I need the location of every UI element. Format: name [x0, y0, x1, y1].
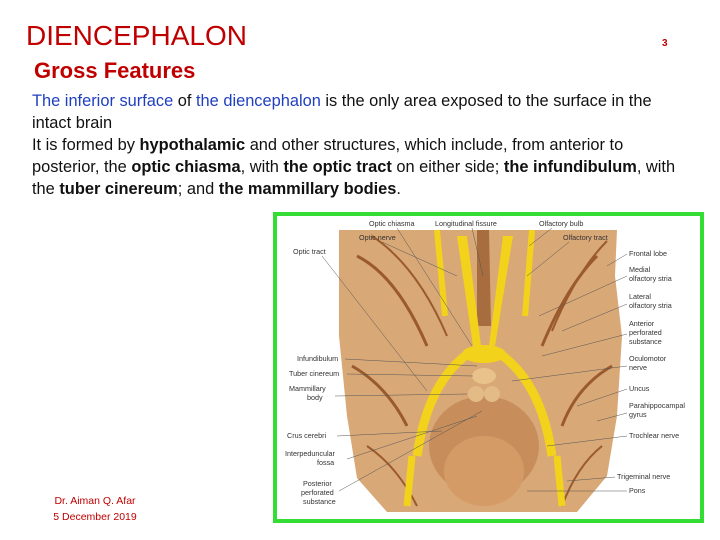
label-olfactory-bulb: Olfactory bulb — [539, 219, 584, 228]
text-run: tuber cinereum — [59, 180, 178, 198]
footer-credit — [40, 493, 150, 525]
label-oculomotor-nerve-1: Oculomotor — [629, 354, 667, 363]
label-anterior-perforated-2: perforated — [629, 328, 662, 337]
page-number: 3 — [662, 38, 668, 49]
text-run: , with — [240, 158, 284, 176]
text-run: ; and — [177, 180, 219, 198]
text-run: The inferior surface — [32, 92, 174, 110]
label-parahippocampal-1: Parahippocampal — [629, 401, 685, 410]
paragraph-1 — [32, 90, 692, 134]
label-posterior-perforated-3: substance — [303, 497, 336, 506]
label-mammillary-body-2: body — [307, 393, 323, 402]
label-mammillary-body-1: Mammillary — [289, 384, 326, 393]
label-parahippocampal-2: gyrus — [629, 410, 647, 419]
label-optic-nerve: Optic nerve — [359, 233, 396, 242]
text-run: is the only area exposed to the surface in the intact brain — [32, 92, 652, 132]
label-pons: Pons — [629, 486, 646, 495]
label-interpeduncular-2: fossa — [317, 458, 335, 467]
page-title: DIENCEPHALON — [26, 20, 247, 51]
label-trigeminal-nerve: Trigeminal nerve — [617, 472, 671, 481]
body-text — [32, 90, 692, 200]
text-run: . — [396, 180, 401, 198]
text-run: It is formed by — [32, 136, 140, 154]
text-run: the optic tract — [283, 158, 392, 176]
text-run: , with the — [32, 158, 676, 198]
footer-author: Dr. Aiman Q. Afar — [54, 495, 136, 507]
text-run: and other structures, which include, from anterior to posterior, the — [32, 136, 624, 176]
label-optic-chiasma: Optic chiasma — [369, 219, 415, 228]
label-anterior-perforated-3: substance — [629, 337, 662, 346]
label-optic-tract: Optic tract — [293, 247, 326, 256]
label-interpeduncular-1: Interpeduncular — [285, 449, 335, 458]
label-lateral-olfactory-stria-1: Lateral — [629, 292, 651, 301]
label-medial-olfactory-stria-1: Medial — [629, 265, 651, 274]
text-run: the mammillary bodies — [218, 180, 397, 198]
label-crus-cerebri: Crus cerebri — [287, 431, 327, 440]
label-infundibulum: Infundibulum — [297, 354, 339, 363]
label-trochlear-nerve: Trochlear nerve — [629, 431, 680, 440]
label-posterior-perforated-2: perforated — [301, 488, 334, 497]
label-tuber-cinereum: Tuber cinereum — [289, 369, 340, 378]
text-run: the diencephalon — [195, 92, 321, 110]
label-olfactory-tract: Olfactory tract — [563, 233, 608, 242]
label-medial-olfactory-stria-2: olfactory stria — [629, 274, 672, 283]
text-run: hypothalamic — [139, 136, 246, 154]
text-run: of — [173, 92, 196, 110]
label-oculomotor-nerve-2: nerve — [629, 363, 647, 372]
label-longitudinal-fissure: Longitudinal fissure — [435, 219, 497, 228]
text-run: optic chiasma — [131, 158, 241, 176]
label-posterior-perforated-1: Posterior — [303, 479, 332, 488]
label-anterior-perforated-1: Anterior — [629, 319, 655, 328]
label-lateral-olfactory-stria-2: olfactory stria — [629, 301, 672, 310]
page-subtitle: Gross Features — [34, 58, 196, 83]
label-uncus: Uncus — [629, 384, 650, 393]
text-run: on either side; — [391, 158, 504, 176]
label-frontal-lobe: Frontal lobe — [629, 249, 667, 258]
paragraph-2 — [32, 134, 692, 200]
footer-date: 5 December 2019 — [53, 511, 137, 523]
brain-inferior-surface-illustration — [277, 216, 700, 519]
brain-figure-frame — [273, 212, 704, 523]
text-run: the infundibulum — [503, 158, 637, 176]
